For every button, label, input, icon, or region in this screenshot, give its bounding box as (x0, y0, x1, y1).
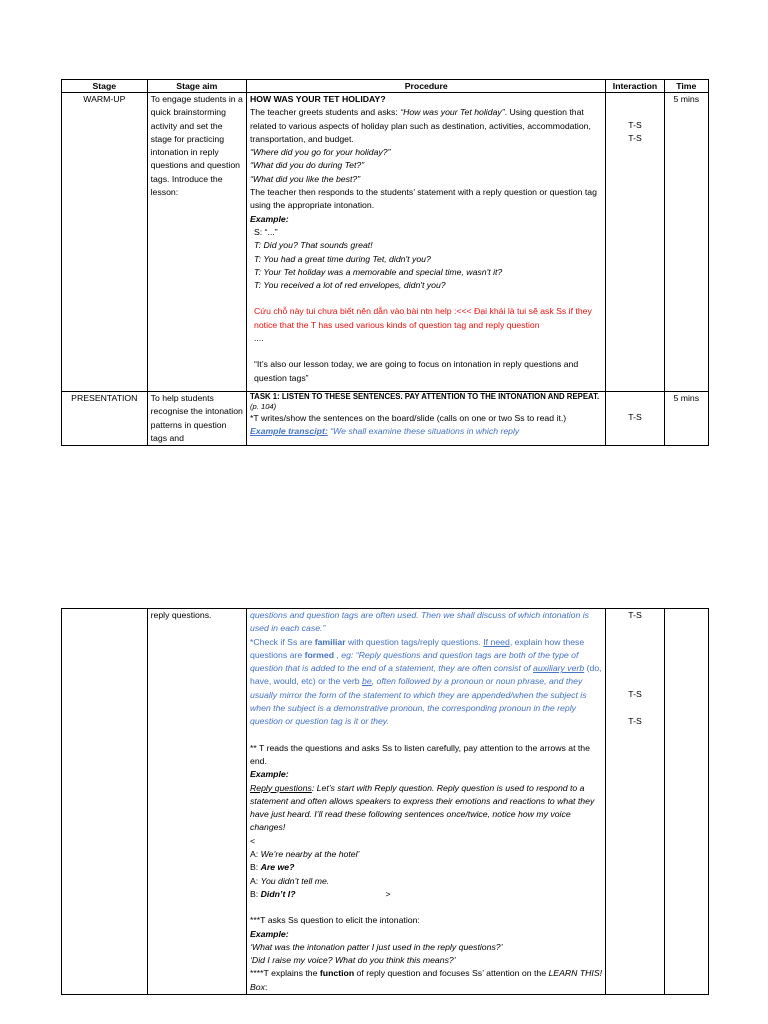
time-empty (664, 609, 708, 995)
interaction-item: T-S (628, 715, 642, 726)
header-row (62, 80, 709, 93)
warmup-example-3: T: You had a great time during Tet, didn't you? (254, 253, 431, 264)
aim-warmup: To engage students in a quick brainstorming activity and set the stage for practicing intonation in reply questions and question tags. Introduce the lesson: (147, 93, 246, 392)
check-explanation: *Check if Ss are familiar with question tags/reply questions. If need, explain how these questions are formed , eg: “Reply questions and question tags are both of the type of question that is added to the end of a statement, they are often consist of auxiliary verb (do, have, would, etc) or the verb be, often followed by a pronoun or noun phrase, and they usually mirror the form of the statement to which they are appended/when the subject is when the subject is a demonstrative pronoun, the corresponding pronoun in the reply question or question tag is it or they. (250, 636, 602, 727)
presentation-continued-row (62, 609, 709, 995)
warmup-question-1: “Where did you go for your holiday?” (250, 147, 391, 158)
stage-presentation: PRESENTATION (62, 391, 148, 445)
warmup-note-red: Cứu chỗ này tui chưa biết nên dẫn vào bài ntn help :<<< Đại khái là tui sẽ ask Ss if they notice that the T has used various kinds of question tag and reply question (254, 306, 592, 330)
interaction-item: T-S (628, 133, 642, 144)
task-1-page-ref: (p. 104) (250, 401, 277, 411)
warmup-dots: .... (254, 333, 264, 344)
dialogue-line-a2: A: You didn’t tell me. (250, 875, 330, 886)
warmup-question-2: “What did you do during Tet?” (250, 160, 365, 171)
reads-instruction: ** T reads the questions and asks Ss to listen carefully, pay attention to the arrows at the end. (250, 742, 590, 766)
example-label: Example: (250, 769, 289, 780)
lesson-plan-table-1 (61, 79, 709, 446)
warmup-row (62, 93, 709, 392)
header-stage: Stage (62, 80, 148, 93)
warmup-question-3: “What did you like the best?” (250, 173, 361, 184)
example-continued: questions and question tags are often used. Then we shall discuss of which intonation is used in each case.” (250, 610, 590, 634)
procedure-continued (247, 609, 606, 995)
interaction-item: T-S (628, 120, 642, 130)
stage-empty (62, 609, 148, 995)
interaction-item: T-S (628, 411, 642, 422)
warmup-example-1: S: “...” (254, 226, 278, 237)
warmup-responds: The teacher then responds to the students’ statement with a reply question or question tag using the appropriate intonation. (250, 187, 597, 211)
interaction-warmup (606, 93, 664, 392)
header-interaction: Interaction (606, 80, 664, 93)
warmup-lesson-quote: “It’s also our lesson today, we are going to focus on intonation in reply questions and question tags” (254, 359, 579, 383)
aim-presentation: To help students recognise the intonation patterns in question tags and (147, 391, 246, 445)
interaction-item: T-S (628, 689, 642, 700)
example-label-2: Example: (250, 928, 289, 939)
dialogue-line-a1: A: We’re nearby at the hotel’ (250, 849, 360, 860)
presentation-writes: *T writes/show the sentences on the board/slide (calls on one or two Ss to read it.) (250, 412, 567, 423)
arrow-fall-marker: > (385, 888, 391, 899)
header-procedure: Procedure (247, 80, 606, 93)
elicit-question-2: ‘Did I raise my voice? What do you think this means?’ (250, 955, 456, 966)
interaction-continued (606, 609, 664, 995)
header-time: Time (664, 80, 708, 93)
dialogue-line-b1: B: Are we? (250, 862, 295, 873)
time-warmup: 5 mins (664, 93, 708, 392)
elicit-question-1: ‘What was the intonation patter I just used in the reply questions?’ (250, 941, 503, 952)
header-stage-aim: Stage aim (147, 80, 246, 93)
warmup-intro: The teacher greets students and asks: “How was your Tet holiday”. Using question that related to various aspects of holiday plan such as destination, activities, accommodation, transportation, and budget. (250, 107, 591, 144)
procedure-warmup (247, 93, 606, 392)
lesson-plan-table-2 (61, 608, 709, 995)
presentation-example: Example transcipt: “We shall examine these situations in which reply (250, 426, 520, 437)
warmup-example-4: T: Your Tet holiday was a memorable and special time, wasn't it? (254, 266, 503, 277)
aim-continued: reply questions. (147, 609, 246, 995)
warmup-example-label: Example: (250, 213, 289, 224)
warmup-heading: HOW WAS YOUR TET HOLIDAY? (250, 94, 386, 104)
dialogue-line-b2: B: Didn’t I? > (250, 888, 391, 899)
stage-warmup: WARM-UP (62, 93, 148, 392)
elicit-instruction: ***T asks Ss question to elicit the intonation: (250, 915, 420, 926)
interaction-item: T-S (628, 610, 642, 620)
procedure-presentation (247, 391, 606, 445)
task-1-heading: TASK 1: LISTEN TO THESE SENTENCES. PAY ATTENTION TO THE INTONATION AND REPEAT. (250, 391, 600, 401)
interaction-presentation (606, 391, 664, 445)
time-presentation: 5 mins (664, 391, 708, 445)
warmup-example-2: T: Did you? That sounds great! (254, 240, 373, 251)
explains-function: ****T explains the function of reply question and focuses Ss’ attention on the LEARN THIS! Box: (250, 968, 603, 992)
presentation-row (62, 391, 709, 445)
reply-questions-text: Reply questions: Let’s start with Reply question. Reply question is used to respond to a statement and often allows speakers to express their emotions and reactions to what they have just heard. I’ll read these following sentences once/twice, notice how my voice changes! (250, 782, 595, 833)
warmup-example-5: T: You received a lot of red envelopes, didn't you? (254, 280, 446, 291)
arrow-rise-marker: < (250, 835, 256, 846)
